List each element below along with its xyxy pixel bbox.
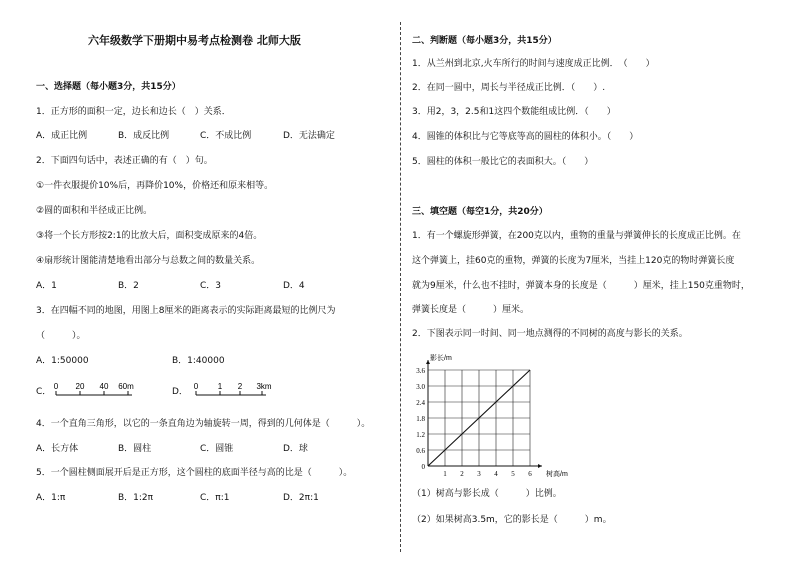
section-2-heading: 二、判断题（每小题3分，共15分） — [412, 36, 557, 46]
q4-option-d: D．球 — [283, 444, 308, 454]
q1-option-b: B．成反比例 — [118, 131, 170, 141]
y-tick-label: 3.6 — [416, 367, 425, 375]
q4-option-c: C．圆锥 — [200, 444, 234, 454]
q3-paren: （ ）。 — [36, 331, 86, 341]
fill-q2-part-1: （1）树高与影长成（ ）比例。 — [412, 489, 562, 499]
scale-d-label-1: 1 — [217, 382, 223, 391]
scale-d-label-2: 2 — [237, 382, 243, 391]
q2-option-b: B．2 — [118, 281, 139, 291]
tree-shadow-chart — [400, 350, 580, 478]
q3-option-d: D． — [172, 387, 188, 397]
judge-item-2: 2．在同一圆中，周长与半径成正比例．（ ）. — [412, 83, 606, 93]
y-tick-label: 2.4 — [416, 399, 425, 407]
y-tick-label: 1.8 — [416, 415, 425, 423]
judge-item-5: 5．圆柱的体积一般比它的表面积大。（ ） — [412, 157, 594, 167]
q2-option-c: C．3 — [200, 281, 222, 291]
q2-statement-4: ④扇形统计图能清楚地看出部分与总数之间的数量关系。 — [36, 256, 261, 266]
fill-q1-line-4: 弹簧长度是（ ）厘米。 — [412, 305, 530, 315]
q3-option-c: C． — [36, 387, 52, 397]
fill-q1-line-2: 这个弹簧上，挂60克的重物，弹簧的长度为7厘米，当挂上120克的物时弹簧长度 — [412, 256, 735, 266]
q5-option-b: B．1:2π — [118, 493, 154, 503]
y-tick-label: 3.0 — [416, 383, 425, 391]
scale-c-label-3: 60m — [118, 382, 134, 391]
page-title: 六年级数学下册期中易考点检测卷 北师大版 — [88, 34, 301, 47]
q3-option-b: B．1:40000 — [172, 356, 225, 366]
q2-option-d: D．4 — [283, 281, 305, 291]
origin-label: 0 — [421, 463, 425, 471]
x-tick-label: 1 — [443, 470, 447, 478]
scale-c-label-2: 40 — [99, 382, 109, 391]
q1-option-d: D．无法确定 — [283, 131, 335, 141]
section-1-heading: 一、选择题（每小题3分，共15分） — [36, 82, 181, 92]
x-tick-label: 5 — [511, 470, 515, 478]
q2-option-a: A．1 — [36, 281, 57, 291]
scale-c-label-0: 0 — [53, 382, 59, 391]
y-tick-label: 1.2 — [416, 431, 425, 439]
q2-statement-1: ①一件衣服提价10%后，再降价10%，价格还和原来相等。 — [36, 181, 274, 191]
scale-d-label-0: 0 — [193, 382, 199, 391]
q1-stem: 1．正方形的面积一定，边长和边长（ ）关系． — [36, 107, 231, 117]
x-axis-label: 树高/m — [546, 471, 568, 478]
q3-stem: 3．在四幅不同的地图，用图上8厘米的距离表示的实际距离最短的比例尺为 — [36, 306, 336, 316]
q2-statement-3: ③将一个长方形按2:1的比放大后，面积变成原来的4倍。 — [36, 231, 263, 241]
x-tick-label: 3 — [477, 470, 481, 478]
scale-c-label-1: 20 — [75, 382, 85, 391]
q3-scale-bar-d — [186, 380, 276, 402]
y-tick-label: 0.6 — [416, 447, 425, 455]
x-tick-label: 6 — [528, 470, 532, 478]
q5-option-d: D．2π:1 — [283, 493, 319, 503]
q3-scale-bar-c — [50, 380, 140, 402]
x-axis-arrow — [538, 464, 542, 468]
judge-item-1: 1．从兰州到北京,火车所行的时间与速度成正比例． （ ） — [412, 59, 655, 69]
q5-stem: 5．一个圆柱侧面展开后是正方形，这个圆柱的底面半径与高的比是（ ）。 — [36, 468, 353, 478]
q2-statement-2: ②圆的面积和半径成正比例。 — [36, 206, 153, 216]
scale-d-label-3: 3km — [256, 382, 272, 391]
judge-item-3: 3．用2，3，2.5和1这四个数能组成比例．（ ） — [412, 107, 616, 117]
fill-q2-stem: 2．下图表示同一时间、同一地点测得的不同树的高度与影长的关系。 — [412, 329, 688, 339]
q4-option-b: B．圆柱 — [118, 444, 152, 454]
q2-stem: 2．下面四句话中，表述正确的有（ ）句。 — [36, 156, 213, 166]
fill-q1-line-3: 就为9厘米，什么也不挂时，弹簧本身的长度是（ ）厘米，挂上150克重物时， — [412, 281, 750, 291]
fill-q2-part-2: （2）如果树高3.5m，它的影长是（ ）m。 — [412, 515, 612, 525]
q3-option-a: A．1:50000 — [36, 356, 89, 366]
fill-q1-line-1: 1．有一个螺旋形弹簧，在200克以内，重物的重量与弹簧伸长的长度成正比例。在 — [412, 231, 741, 241]
q1-option-a: A．成正比例 — [36, 131, 88, 141]
x-tick-label: 2 — [460, 470, 464, 478]
judge-item-4: 4．圆锥的体积比与它等底等高的圆柱的体积小。（ ） — [412, 132, 639, 142]
q1-option-c: C．不成比例 — [200, 131, 252, 141]
q4-stem: 4．一个直角三角形，以它的一条直角边为轴旋转一周，得到的几何体是（ ）。 — [36, 419, 371, 429]
q5-option-c: C．π:1 — [200, 493, 230, 503]
q4-option-a: A．长方体 — [36, 444, 79, 454]
section-3-heading: 三、填空题（每空1分，共20分） — [412, 207, 548, 217]
y-axis-label: 影长/m — [430, 355, 452, 362]
q5-option-a: A．1:π — [36, 493, 66, 503]
x-tick-label: 4 — [494, 470, 498, 478]
